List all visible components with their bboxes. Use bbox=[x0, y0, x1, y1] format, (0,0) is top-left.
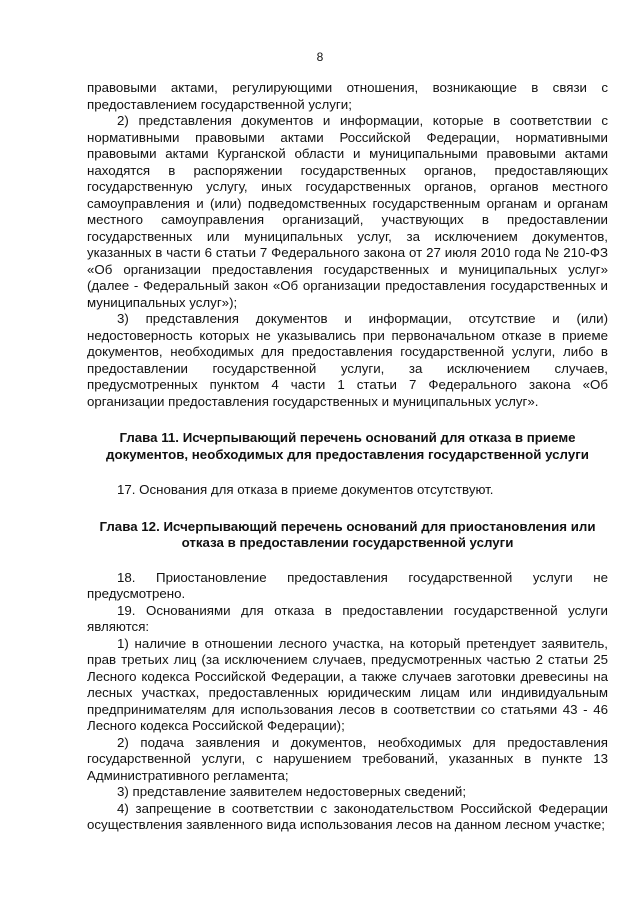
paragraph-item-3: 3) представления документов и информации, отсутствие и (или) недостоверность которых не указывались при первоначальном отказе в приеме документов, необходимых для предоставления государственной услуги, либо в предоставлении государственной услуги, за исключением случаев, предусмотренных пунктом 4 части 1 статьи 7 Федерального закона «Об организации предоставления государственных и муниципальных услуг». bbox=[87, 311, 608, 409]
paragraph-18: 18. Приостановление предоставления государственной услуги не предусмотрено. bbox=[87, 569, 608, 601]
paragraph-17: 17. Основания для отказа в приеме документов отсутствуют. bbox=[117, 482, 494, 497]
paragraph-19: 19. Основаниями для отказа в предоставлении государственной услуги являются: bbox=[87, 602, 608, 634]
list-item: 3) представление заявителем недостоверных сведений; bbox=[117, 784, 467, 799]
list-item: 1) наличие в отношении лесного участка, на который претендует заявитель, прав третьих лиц (за исключением случаев, предусмотренных частью 2 статьи 25 Лесного кодекса Российской Федерации, а также случаев заготовки древесины на лесных участках, предоставленных юридическим лицам или индивидуальным предпринимателям для использования лесов в соответствии со статьями 43 - 46 Лесного кодекса Российской Федерации); bbox=[87, 635, 608, 733]
chapter-12-heading: Глава 12. Исчерпывающий перечень оснований для приостановления или отказа в предоставлении государственной услуги bbox=[99, 518, 596, 550]
paragraph-item-2: 2) представления документов и информации, которые в соответствии с нормативными правовыми актами Российской Федерации, нормативными правовыми актами Курганской области и муниципальными правовыми актами находятся в распоряжении государственных органов, предоставляющих государственную услугу, иных государственных органов, органов местного самоуправления и (или) подведомственных государственным органам и органам местного самоуправления организаций, участвующих в предоставлении государственных или муниципальных услуг, за исключением документов, указанных в части 6 статьи 7 Федерального закона от 27 июля 2010 года № 210-ФЗ «Об организации предоставления государственных и муниципальных услуг» (далее - Федеральный закон «Об организации предоставления государственных и муниципальных услуг»); bbox=[87, 113, 608, 310]
list-item: 2) подача заявления и документов, необходимых для предоставления государственной услуги, с нарушением требований, указанных в пункте 13 Административного регламента; bbox=[87, 734, 608, 783]
chapter-11-heading: Глава 11. Исчерпывающий перечень оснований для отказа в приеме документов, необходимых для предоставления государственной услуги bbox=[106, 430, 589, 462]
document-body bbox=[87, 80, 608, 834]
list-item: 4) запрещение в соответствии с законодательством Российской Федерации осуществления заявленного вида использования лесов на данном лесном участке; bbox=[87, 800, 608, 832]
paragraph-continuation: правовыми актами, регулирующими отношения, возникающие в связи с предоставлением государственной услуги; bbox=[87, 80, 608, 112]
page-number: 8 bbox=[316, 50, 324, 64]
